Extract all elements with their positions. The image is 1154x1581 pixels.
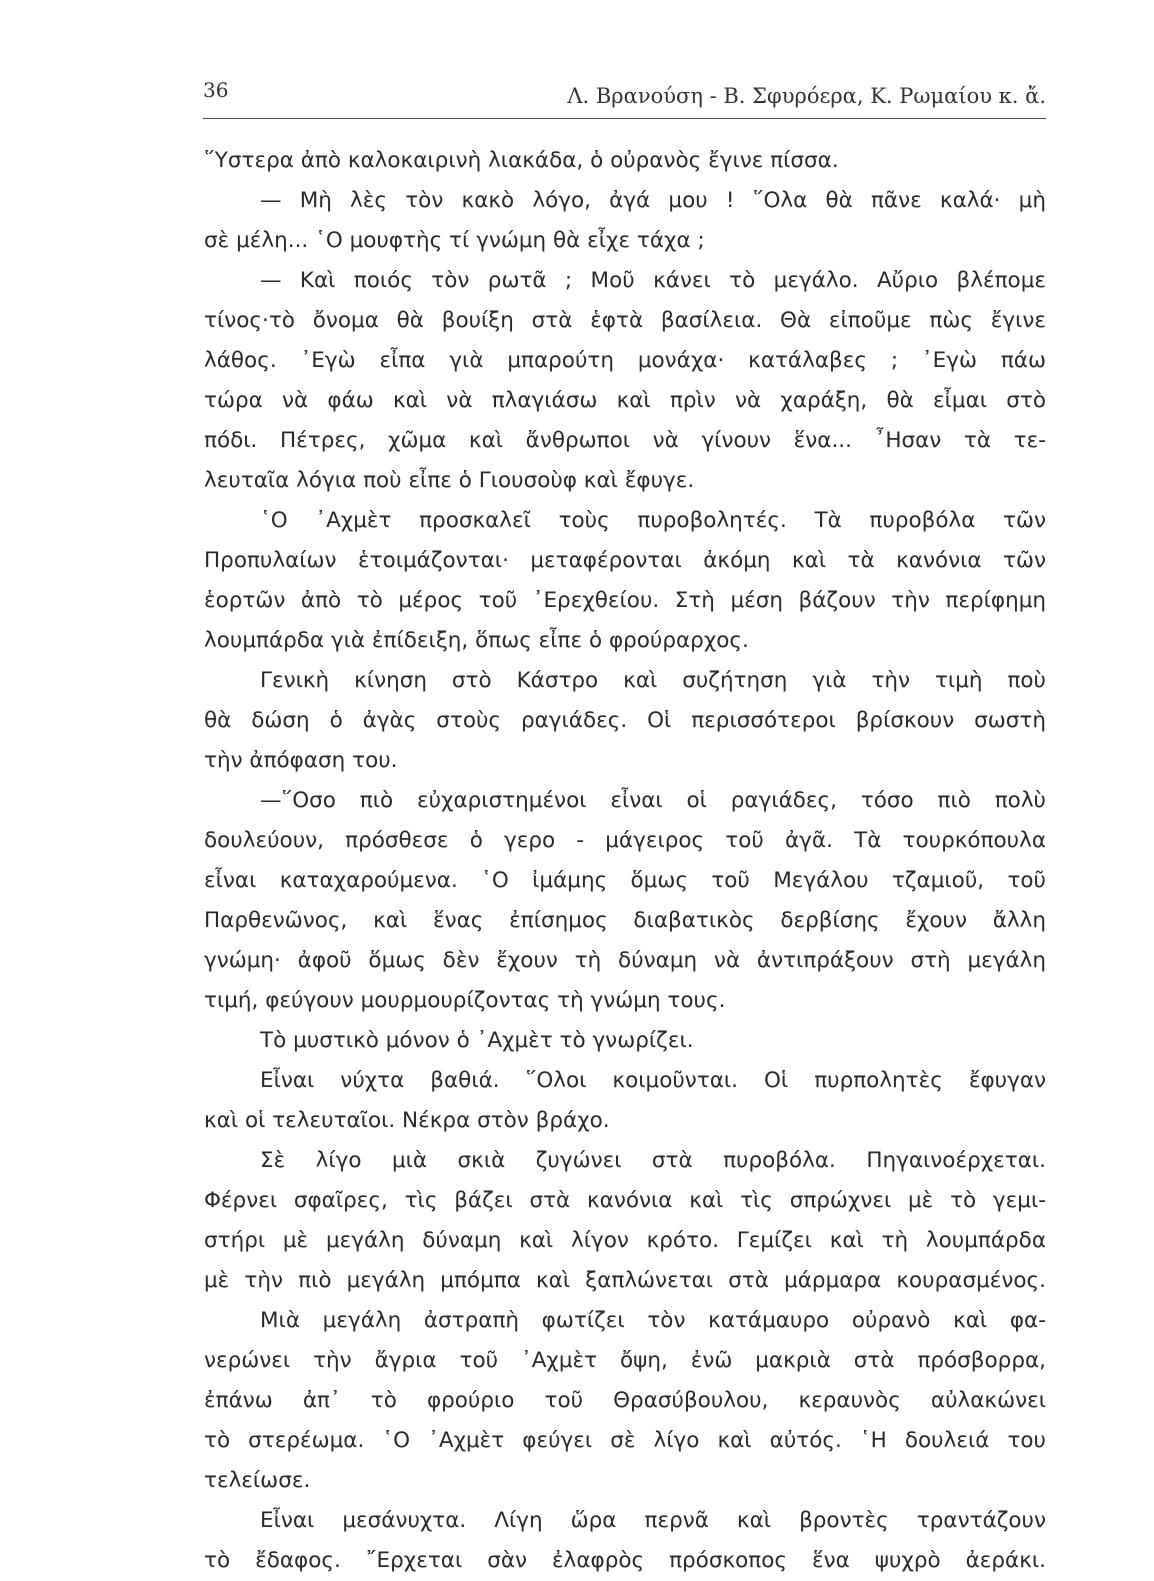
page-number: 36: [203, 78, 229, 102]
text-line: τίνος·τὸ ὄνομα θὰ βουίξη στὰ ἑφτὰ βασίλεια. Θὰ εἰποῦμε πὼς ἔγινε: [204, 308, 1046, 333]
text-line: Γενικὴ κίνηση στὸ Κάστρο καὶ συζήτηση γιὰ τὴν τιμὴ ποὺ: [260, 668, 1046, 693]
text-line: πόδι. Πέτρες, χῶμα καὶ ἄνθρωποι νὰ γίνουν ἕνα... ῏Ησαν τὰ τε-: [204, 428, 1046, 453]
text-line: λουμπάρδα γιὰ ἐπίδειξη, ὅπως εἶπε ὁ φρούραρχος.: [204, 628, 749, 653]
text-line: — Καὶ ποιός τὸν ρωτᾶ ; Μοῦ κάνει τὸ μεγάλο. Αὔριο βλέπομε: [260, 268, 1046, 293]
text-line: Σὲ λίγο μιὰ σκιὰ ζυγώνει στὰ πυροβόλα. Πηγαινοέρχεται.: [260, 1148, 1046, 1173]
text-line: λάθος. ᾿Εγὼ εἶπα γιὰ μπαρούτη μονάχα· κατάλαβες ; ᾿Εγὼ πάω: [204, 348, 1046, 373]
text-line: εἶναι καταχαρούμενα. ῾Ο ἰμάμης ὅμως τοῦ Μεγάλου τζαμιοῦ, τοῦ: [204, 868, 1046, 893]
text-line: τὸ ἔδαφος. ῎Ερχεται σὰν ἐλαφρὸς πρόσκοπος ἕνα ψυχρὸ ἀεράκι.: [204, 1548, 1046, 1573]
text-line: γνώμη· ἀφοῦ ὅμως δὲν ἔχουν τὴ δύναμη νὰ ἀντιπράξουν στὴ μεγάλη: [204, 948, 1046, 973]
text-line: ῞Υστερα ἀπὸ καλοκαιρινὴ λιακάδα, ὁ οὐρανὸς ἔγινε πίσσα.: [204, 148, 839, 173]
text-line: —῞Οσο πιὸ εὐχαριστημένοι εἶναι οἱ ραγιάδες, τόσο πιὸ πολὺ: [260, 788, 1046, 813]
text-line: σὲ μέλη... ῾Ο μουφτὴς τί γνώμη θὰ εἶχε τάχα ;: [204, 228, 705, 253]
text-line: νερώνει τὴν ἄγρια τοῦ ᾿Αχμὲτ ὄψη, ἐνῶ μακριὰ στὰ πρόσβορρα,: [204, 1348, 1046, 1373]
text-line: Εἶναι μεσάνυχτα. Λίγη ὥρα περνᾶ καὶ βροντὲς τραντάζουν: [260, 1508, 1046, 1533]
body-text: [204, 141, 1046, 1581]
text-line: τιμή, φεύγουν μουρμουρίζοντας τὴ γνώμη τους.: [204, 988, 726, 1013]
text-line: δουλεύουν, πρόσθεσε ὁ γερο - μάγειρος τοῦ ἀγᾶ. Τὰ τουρκόπουλα: [204, 828, 1046, 853]
text-line: Προπυλαίων ἑτοιμάζονται· μεταφέρονται ἀκόμη καὶ τὰ κανόνια τῶν: [204, 548, 1046, 573]
text-line: θὰ δώση ὁ ἀγὰς στοὺς ραγιάδες. Οἱ περισσότεροι βρίσκουν σωστὴ: [204, 708, 1046, 733]
text-line: Μιὰ μεγάλη ἀστραπὴ φωτίζει τὸν κατάμαυρο οὐρανὸ καὶ φα-: [260, 1308, 1046, 1333]
text-line: τὸ στερέωμα. ῾Ο ᾿Αχμὲτ φεύγει σὲ λίγο καὶ αὐτός. ῾Η δουλειά του: [204, 1428, 1046, 1453]
text-line: ἑορτῶν ἀπὸ τὸ μέρος τοῦ ᾿Ερεχθείου. Στὴ μέση βάζουν τὴν περίφημη: [204, 588, 1046, 613]
text-line: καὶ οἱ τελευταῖοι. Νέκρα στὸν βράχο.: [204, 1108, 610, 1133]
text-line: μὲ τὴν πιὸ μεγάλη μπόμπα καὶ ξαπλώνεται στὰ μάρμαρα κουρασμένος.: [204, 1268, 1046, 1293]
page-header: [203, 78, 1046, 119]
text-line: Φέρνει σφαῖρες, τὶς βάζει στὰ κανόνια καὶ τὶς σπρώχνει μὲ τὸ γεμι-: [204, 1188, 1046, 1213]
running-head: Λ. Βρανούση - Β. Σφυρόερα, Κ. Ρωμαίου κ. ἄ.: [567, 84, 1046, 108]
text-line: ἐπάνω ἀπ᾿ τὸ φρούριο τοῦ Θρασύβουλου, κεραυνὸς αὐλακώνει: [204, 1388, 1046, 1413]
text-line: Παρθενῶνος, καὶ ἕνας ἐπίσημος διαβατικὸς δερβίσης ἔχουν ἄλλη: [204, 908, 1046, 933]
text-line: λευταῖα λόγια ποὺ εἶπε ὁ Γιουσοὺφ καὶ ἔφυγε.: [204, 468, 695, 493]
text-line: τώρα νὰ φάω καὶ νὰ πλαγιάσω καὶ πρὶν νὰ χαράξη, θὰ εἶμαι στὸ: [204, 388, 1046, 413]
text-line: ῾Ο ᾿Αχμὲτ προσκαλεῖ τοὺς πυροβολητές. Τὰ πυροβόλα τῶν: [260, 508, 1046, 533]
text-line: τὴν ἀπόφαση του.: [204, 748, 398, 773]
text-line: Τὸ μυστικὸ μόνον ὁ ᾿Αχμὲτ τὸ γνωρίζει.: [260, 1028, 694, 1053]
text-line: στήρι μὲ μεγάλη δύναμη καὶ λίγον κρότο. Γεμίζει καὶ τὴ λουμπάρδα: [204, 1228, 1046, 1253]
text-line: τελείωσε.: [204, 1468, 311, 1493]
text-line: — Μὴ λὲς τὸν κακὸ λόγο, ἀγά μου ! ῞Ολα θὰ πᾶνε καλά· μὴ: [260, 188, 1046, 213]
text-line: Εἶναι νύχτα βαθιά. ῞Ολοι κοιμοῦνται. Οἱ πυρπολητὲς ἔφυγαν: [260, 1068, 1046, 1093]
